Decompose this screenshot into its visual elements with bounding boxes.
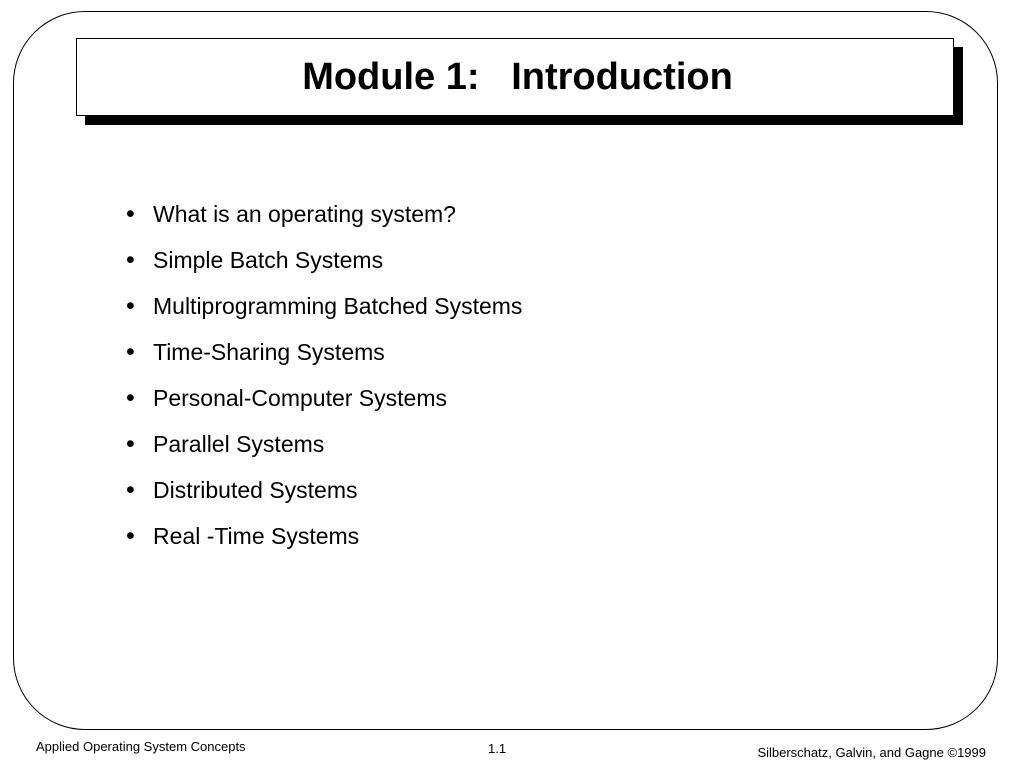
footer-copyright: Silberschatz, Galvin, and Gagne ©1999 — [757, 745, 986, 760]
list-item — [126, 196, 522, 242]
bullet-icon: • — [126, 522, 135, 550]
bullet-icon: • — [126, 246, 135, 274]
bullet-icon: • — [126, 384, 135, 412]
bullet-icon: • — [126, 476, 135, 504]
footer-course-title: Applied Operating System Concepts — [36, 739, 246, 754]
list-item — [126, 288, 522, 334]
bullet-text: What is an operating system? — [153, 201, 456, 227]
bullet-icon: • — [126, 430, 135, 458]
list-item — [126, 426, 522, 472]
list-item — [126, 334, 522, 380]
footer-page-number: 1.1 — [488, 741, 507, 756]
bullet-icon: • — [126, 200, 135, 228]
list-item — [126, 380, 522, 426]
bullet-text: Parallel Systems — [153, 431, 325, 457]
bullet-text: Distributed Systems — [153, 477, 358, 503]
bullet-text: Simple Batch Systems — [153, 247, 384, 273]
bullet-text: Real -Time Systems — [153, 523, 360, 549]
title-box — [76, 38, 954, 116]
bullet-text: Personal-Computer Systems — [153, 385, 447, 411]
list-item — [126, 472, 522, 518]
list-item — [126, 518, 522, 564]
bullet-text: Time-Sharing Systems — [153, 339, 385, 365]
list-item — [126, 242, 522, 288]
bullet-icon: • — [126, 338, 135, 366]
bullet-text: Multiprogramming Batched Systems — [153, 293, 523, 319]
bullet-list — [126, 196, 522, 564]
bullet-icon: • — [126, 292, 135, 320]
slide-title: Module 1: Introduction — [302, 56, 733, 98]
